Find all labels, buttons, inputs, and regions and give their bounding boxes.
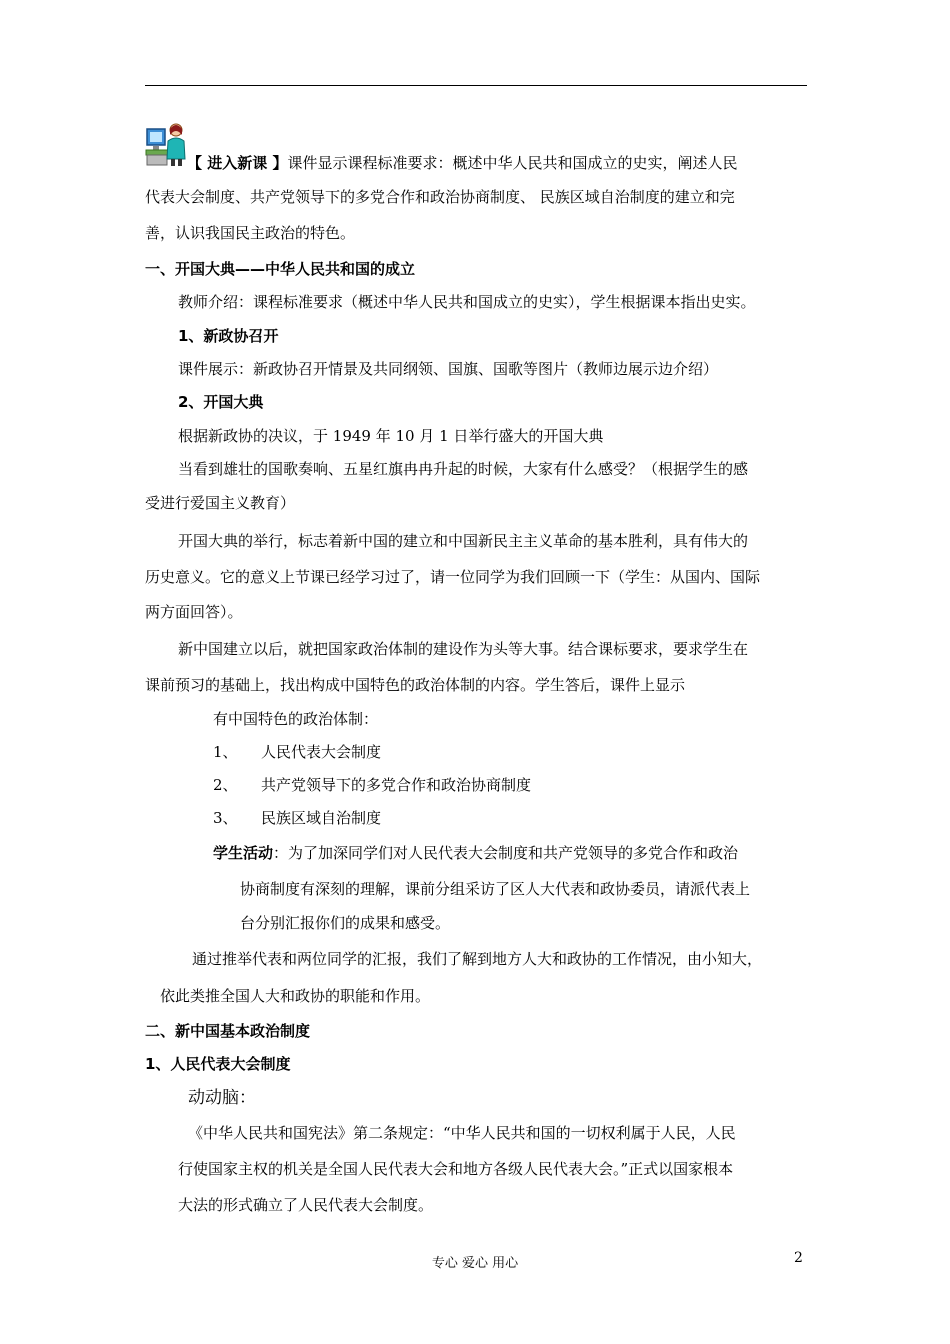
paragraph-3-line-1: 开国大典的举行，标志着新中国的建立和中国新民主主义革命的基本胜利，具有伟大的 xyxy=(178,532,749,550)
page-number: 2 xyxy=(794,1250,803,1266)
section2-heading: 二、新中国基本政治制度 xyxy=(145,1022,311,1040)
teacher-at-computer-icon xyxy=(145,121,187,167)
constitution-line-2: 行使国家主权的机关是全国人民代表大会和地方各级人民代表大会。”正式以国家根本 xyxy=(178,1160,734,1178)
student-activity-line-3: 台分别汇报你们的成果和感受。 xyxy=(240,914,451,932)
student-activity-line-2: 协商制度有深刻的理解，课前分组采访了区人大代表和政协委员，请派代表上 xyxy=(240,880,751,898)
constitution-line-3: 大法的形式确立了人民代表大会制度。 xyxy=(178,1196,434,1214)
paragraph-2-line-1: 当看到雄壮的国歌奏响、五星红旗冉冉升起的时候，大家有什么感受？（根据学生的感 xyxy=(178,460,749,478)
paragraph-5-line-1: 通过推举代表和两位同学的汇报，我们了解到地方人大和政协的工作情况，由小知大， xyxy=(192,950,763,968)
intro-line-1: 【 进入新课 】课件显示课程标准要求：概述中华人民共和国成立的史实，阐述人民 xyxy=(187,154,738,172)
paragraph-3-line-2: 历史意义。它的意义上节课已经学习过了，请一位同学为我们回顾一下（学生：从国内、国际 xyxy=(145,568,761,586)
paragraph-3-line-3: 两方面回答）。 xyxy=(145,603,243,621)
intro-line-2: 代表大会制度、共产党领导下的多党合作和政治协商制度、 民族区域自治制度的建立和完 xyxy=(145,188,735,206)
courseware-display: 课件展示：新政协召开情景及共同纲领、国旗、国歌等图片（教师边展示边介绍） xyxy=(178,360,719,378)
paragraph-1: 根据新政协的决议，于 1949 年 10 月 1 日举行盛大的开国大典 xyxy=(178,427,604,445)
header-rule xyxy=(145,85,807,86)
paragraph-5-line-2: 依此类推全国人大和政协的职能和作用。 xyxy=(160,987,431,1005)
footer-motto: 专心 爱心 用心 xyxy=(431,1256,519,1271)
paragraph-4-line-1: 新中国建立以后，就把国家政治体制的建设作为头等大事。结合课标要求，要求学生在 xyxy=(178,640,749,658)
subheading-npc-system: 1、人民代表大会制度 xyxy=(145,1055,291,1073)
paragraph-4-line-2: 课前预习的基础上，找出构成中国特色的政治体制的内容。学生答后，课件上显示 xyxy=(145,676,686,694)
student-activity-line-1: 学生活动：为了加深同学们对人民代表大会制度和共产党领导的多党合作和政治 xyxy=(213,844,739,862)
list-item: 3、 民族区域自治制度 xyxy=(213,809,382,827)
student-activity-label: 学生活动 xyxy=(213,844,274,862)
constitution-line-1: 《中华人民共和国宪法》第二条规定：“中华人民共和国的一切权利属于人民，人民 xyxy=(188,1124,736,1142)
subheading-new-cppcc: 1、新政协召开 xyxy=(178,327,279,345)
list-item: 1、 人民代表大会制度 xyxy=(213,743,382,761)
subheading-founding-ceremony: 2、开国大典 xyxy=(178,393,264,411)
list-item: 2、 共产党领导下的多党合作和政治协商制度 xyxy=(213,776,532,794)
intro-label: 【 进入新课 】 xyxy=(187,154,288,172)
section1-heading: 一、开国大典——中华人民共和国的成立 xyxy=(145,260,416,278)
intro-line-3: 善，认识我国民主政治的特色。 xyxy=(145,224,356,242)
list-title: 有中国特色的政治体制： xyxy=(213,710,379,728)
think-prompt: 动动脑： xyxy=(188,1088,256,1108)
teacher-intro: 教师介绍：课程标准要求（概述中华人民共和国成立的史实），学生根据课本指出史实。 xyxy=(178,293,756,311)
paragraph-2-line-2: 受进行爱国主义教育） xyxy=(145,494,296,512)
